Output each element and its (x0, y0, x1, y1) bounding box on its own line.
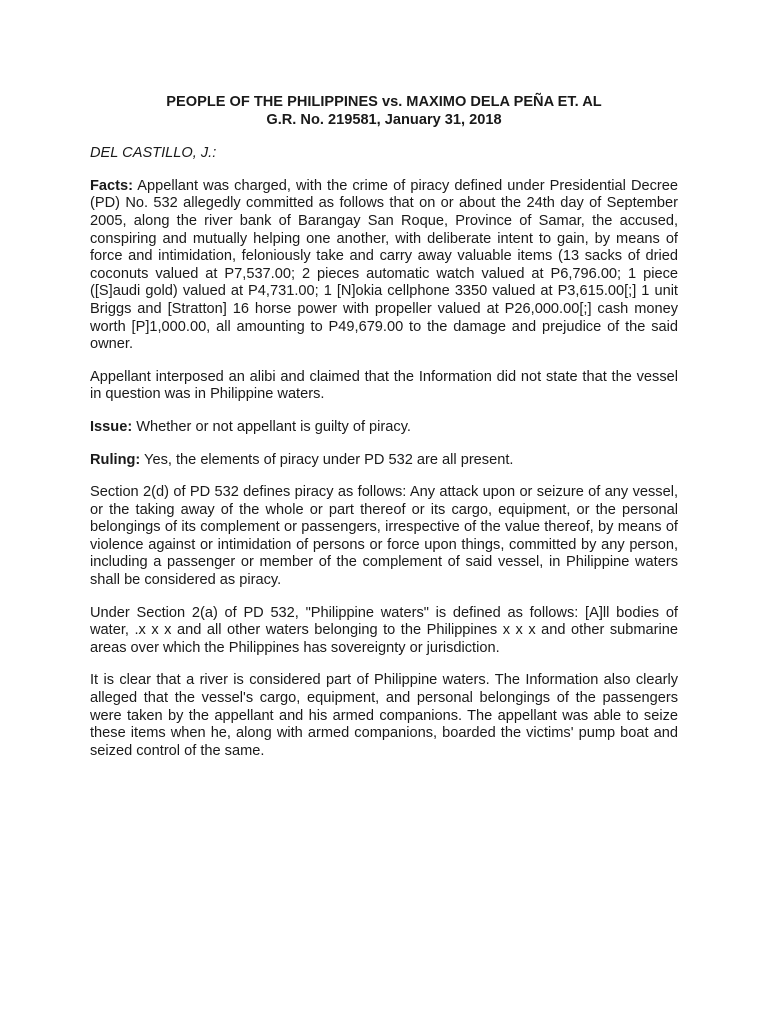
issue-label: Issue: (90, 418, 133, 435)
alibi-paragraph: Appellant interposed an alibi and claimed that the Information did not state that the vessel in question was in Philippine waters. (90, 368, 678, 403)
ruling-label: Ruling: (90, 451, 141, 468)
case-title (90, 94, 678, 129)
issue-paragraph (90, 419, 678, 437)
ruling-text: Yes, the elements of piracy under PD 532 are all present. (140, 451, 514, 468)
issue-text: Whether or not appellant is guilty of piracy. (132, 418, 411, 435)
conclusion-paragraph: It is clear that a river is considered part of Philippine waters. The Information also clearly alleged that the vessel's cargo, equipment, and personal belongings of the passengers were taken by the appellant and his armed companions. The appellant was able to seize these items when he, along with armed companions, boarded the victims' pump boat and seized control of the same. (90, 672, 678, 759)
ruling-paragraph (90, 452, 678, 470)
facts-paragraph (90, 178, 678, 354)
facts-label: Facts: (90, 177, 133, 194)
case-title-line-1: PEOPLE OF THE PHILIPPINES vs. MAXIMO DELA PEÑA ET. AL (166, 94, 602, 110)
section-2a-paragraph: Under Section 2(a) of PD 532, "Philippine waters" is defined as follows: [A]ll bodies of water, .x x x and all other waters belonging to the Philippines x x x and other submarine areas over which the Philippines has sovereignty or jurisdiction. (90, 604, 678, 656)
document-page (90, 94, 678, 760)
ponente: DEL CASTILLO, J.: (90, 145, 217, 162)
section-2d-paragraph: Section 2(d) of PD 532 defines piracy as follows: Any attack upon or seizure of any vessel, or the taking away of the whole or part thereof or its cargo, equipment, or the personal belongings of its complement or passengers, irrespective of the value thereof, by means of violence against or intimidation of persons or force upon things, committed by any person, including a passenger or member of the complement of said vessel, in Philippine waters shall be considered as piracy. (90, 484, 678, 589)
facts-text: Appellant was charged, with the crime of piracy defined under Presidential Decree (PD) No. 532 allegedly committed as follows that on or about the 24th day of September 2005, along the river bank of Barangay San Roque, Province of Samar, the accused, conspiring and mutually helping one another, with deliberate intent to gain, by means of force and intimidation, feloniously take and carry away valuable items (13 sacks of dried coconuts valued at P7,537.00; 2 pieces automatic watch valued at P6,796.00; 1 piece ([S]audi gold) valued at P4,731.00; 1 [N]okia cellphone 3350 valued at P3,615.00[;] 1 unit Briggs and [Stratton] 16 horse power with propeller valued at P26,000.00[;] cash money worth [P]1,000.00, all amounting to P49,679.00 to the damage and prejudice of the said owner. (90, 177, 678, 353)
case-title-line-2: G.R. No. 219581, January 31, 2018 (266, 111, 502, 128)
